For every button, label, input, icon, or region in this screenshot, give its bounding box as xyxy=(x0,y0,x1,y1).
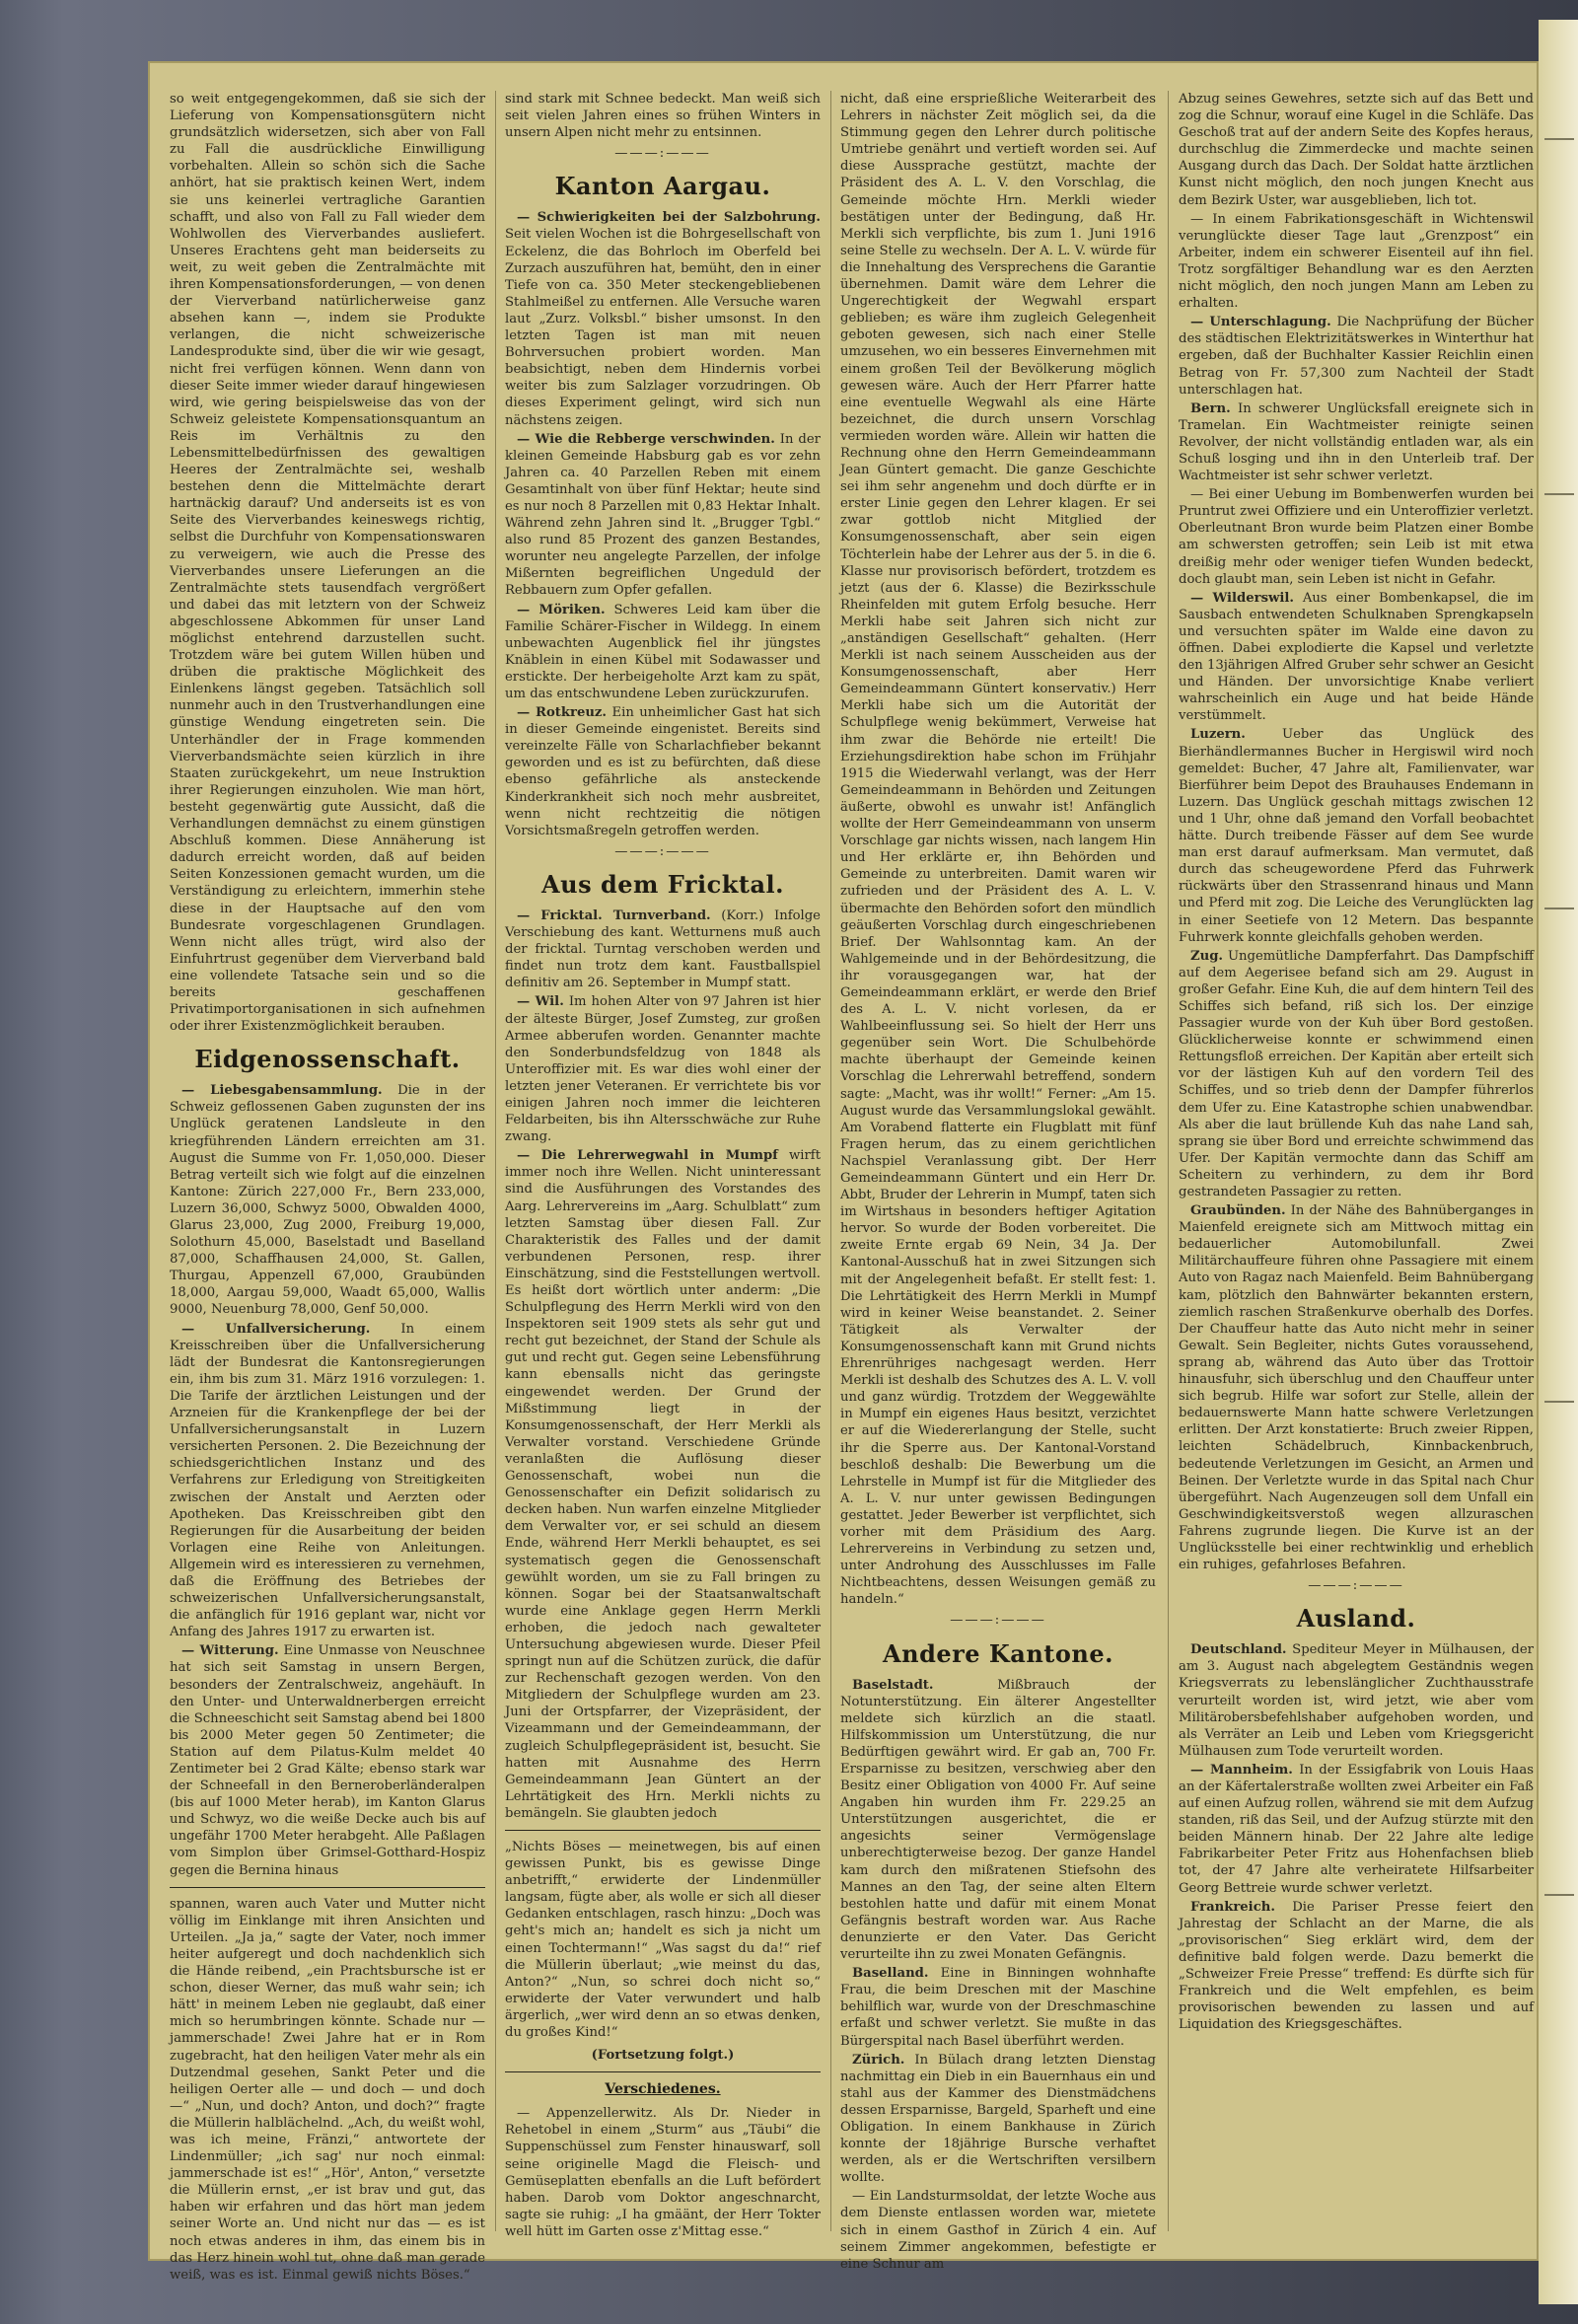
article-text: Im hohen Alter von 97 Jahren ist hier der älteste Bürger, Josef Zumsteg, zur großen Armee abberufen worden. Genannter machte den Sonderbundsfeldzug von 1848 als Unteroffizier mit. Es war dies wohl einer der letzten jener Veteranen. Er verrichtete bis vor einigen Jahren noch immer die leichteren Feldarbeiten, bis ihn Altersschwäche zur Ruhe zwang. xyxy=(505,994,821,1145)
article-paragraph xyxy=(505,431,821,600)
article-lead: — Liebesgabensammlung. xyxy=(181,1083,383,1099)
article-paragraph xyxy=(1179,1641,1534,1760)
article-lead: — Unterschlagung. xyxy=(1190,315,1331,330)
article-text: (Korr.) Infolge Verschiebung des kant. Wetturnens muß auch der fricktal. Turntag verschoben werden und findet nun trotz dem kant. Faustballspiel definitiv am 26. September in Mumpf statt. xyxy=(505,908,821,991)
article-paragraph xyxy=(1179,726,1534,945)
divider xyxy=(505,2071,821,2072)
article-lead: Deutschland. xyxy=(1190,1642,1287,1658)
article-paragraph xyxy=(840,1965,1156,2049)
article-text: Die in der Schweiz geflossenen Gaben zugunsten der ins Unglück geratenen Landsleute in den kriegführenden Ländern erreichten am 31. August die Summe von Fr. 1,050,000. Dieser Betrag verteilt sich wie folgt auf die einzelnen Kantone: Zürich 227,000 Fr., Bern 233,000, Luzern 36,000, Schwyz 5000, Obwalden 4000, Glarus 23,000, Zug 2000, Freiburg 19,000, Solothurn 45,000, Baselstadt und Baselland 87,000, Schaffhausen 24,000, St. Gallen, Thurgau, Appenzell 67,000, Graubünden 18,000, Aargau 59,000, Waadt 65,000, Wallis 9000, Neuenburg 78,000, Genf 50,000. xyxy=(170,1083,485,1318)
article-paragraph xyxy=(1179,1762,1534,1897)
article-text: In Bülach drang letzten Dienstag nachmittag ein Dieb in ein Bauernhaus ein und stahl aus der Kammer des Dienstmädchens dessen Ersparnisse, Bargeld, Sparheft und eine Obligation. In einem Bankhause in Zürich konnte der 18jährige Bursche verhaftet werden, als er die Wertschriften versilbern wollte. xyxy=(840,2052,1156,2186)
article-text: In der kleinen Gemeinde Habsburg gab es vor zehn Jahren ca. 40 Parzellen Reben mit einem Gesamtinhalt von über fünf Hektar; heute sind es nur noch 8 Parzellen mit 0,83 Hektar Inhalt. Während zehn Jahren sind lt. „Brugger Tgbl.“ also rund 85 Prozent des ganzen Bestandes, worunter neu angelegte Parzellen, der infolge Mißernten begreiflichen Ungeduld der Rebbauern zum Opfer gefallen. xyxy=(505,431,821,599)
article-text: Die Pariser Presse feiert den Jahrestag der Schlacht an der Marne, die als „provisorischen“ Sieg erklärt wird, dem der definitive bald folgen werde. Dazu bemerkt die „Schweizer Freie Presse“ treffend: Es dürfte sich für Frankreich und die Welt empfehlen, es beim provisorischen bewenden zu lassen und auf Liquidation des Kriegsgeschäftes. xyxy=(1179,1899,1534,2033)
article-paragraph: sind stark mit Schnee bedeckt. Man weiß sich seit vielen Jahren eines so frühen Winters in unsern Alpen nicht mehr zu entsinnen. xyxy=(505,92,821,141)
article-paragraph xyxy=(840,1677,1156,1964)
article-paragraph xyxy=(170,1321,485,1641)
divider xyxy=(170,1887,485,1888)
article-lead: — Wilderswil. xyxy=(1190,590,1294,606)
adjacent-text-line xyxy=(1544,493,1574,495)
article-paragraph: — In einem Fabrikationsgeschäft in Wichtenswil verunglückte dieser Tage laut „Grenzpost“ ein Arbeiter, indem ein schwerer Eisenteil auf ihn fiel. Trotz sorgfältiger Behandlung war es den Aerzten nicht möglich, den noch jungen Mann am Leben zu erhalten. xyxy=(1179,211,1534,312)
article-text: Aus einer Bombenkapsel, die im Sausbach entwendeten Schulknaben Sprengkapseln und versuchten später im Walde eine davon zu öffnen. Dabei explodierte die Kapsel und verletzte den 13jährigen Alfred Gruber sehr schwer an Gesicht und Händen. Der unvorsichtige Knabe verliert wahrscheinlich ein Auge und hat beide Hände verstümmelt. xyxy=(1179,590,1534,724)
adjacent-text-line xyxy=(1544,138,1574,140)
article-lead: Bern. xyxy=(1190,400,1231,416)
article-text: Ueber das Unglück des Bierhändlermannes Bucher in Hergiswil wird noch gemeldet: Bucher, 47 Jahre alt, Familienvater, war Bierführer beim Depot des Brauhauses Endemann in Luzern. Das Unglück geschah mittags zwischen 12 und 1 Uhr, ohne daß jemand den Vorfall beobachtet hätte. Durch treibende Fässer auf dem See wurde man erst darauf aufmerksam. Man vermutet, daß durch das scheugewordene Pferd das Fuhrwerk rückwärts über den Strassenrand hinaus und Mann und Pferd mit zog. Die Leiche des Verunglückten lag in einer Seetiefe von 12 Metern. Das bespannte Fuhrwerk konnte gleichfalls gehoben werden. xyxy=(1179,727,1534,945)
article-paragraph xyxy=(505,908,821,991)
article-lead: Zürich. xyxy=(852,2052,905,2068)
column-rule xyxy=(495,91,496,2231)
article-text: Mißbrauch der Notunterstützung. Ein älterer Angestellter meldete sich kürzlich an die staatl. Hilfskommission um Unterstützung, die nur Bedürftigen gewährt wird. Er gab an, 700 Fr. Ersparnisse zu besitzen, verschwieg aber den Besitz einer Obligation von 4000 Fr. Auf seine Angaben hin wurden ihm Fr. 229.25 an Unterstützungen ausgerichtet, die er angesichts seiner Vermögenslage unberechtigterweise bezog. Der ganze Handel kam durch den mißratenen Stiefsohn des Mannes an den Tag, der seine alten Eltern bestohlen hatte und dafür mit einem Monat Gefängnis bestraft worden war. Aus Rache denunzierte er den Vater. Das Gericht verurteilte ihn zu zwei Monaten Gefängnis. xyxy=(840,1677,1156,1963)
article-text: Ungemütliche Dampferfahrt. Das Dampfschiff auf dem Aegerisee befand sich am 29. August in großer Gefahr. Eine Kuh, die auf dem hintern Teil des Schiffes sich befand, riß sich los. Der einzige Passagier wurde von der Kuh über Bord gestoßen. Glücklicherweise konnte er schwimmend einen Rettungsfloß erreichen. Der Kapitän aber erteilt sich vor der lästigen Kuh auf den vordern Teil des Schiffes, und so trieb denn der Dampfer führerlos dem Ufer zu. Eine Katastrophe schien unabwendbar. Als aber die laut brüllende Kuh das nahe Land sah, sprang sie über Bord und erreichte schwimmend das Ufer. Der Kapitän vermochte dann das Schiff am Scheitern zu verhindern, zu dem ihr Bord gestrandeten Passagier zu retten. xyxy=(1179,948,1534,1199)
article-text: In der Nähe des Bahnüberganges in Maienfeld ereignete sich am Mittwoch mittag ein bedauerlicher Automobilunfall. Zwei Militärchauffeure führen ohne Passagiere mit einem Auto von Ragaz nach Maienfeld. Beim Bahnübergang kam, plötzlich den Bahnwärter bekannten erstern, ziemlich raschen Straßenkurve oberhalb des Dorfes. Der Chauffeur hatte das Auto nicht mehr in seiner Gewalt. Sein Begleiter, nichts Gutes voraussehend, sprang ab, während das Auto über das Trottoir hinausfuhr, sich überschlug und den Chauffeur unter sich begrub. Hilfe war sofort zur Stelle, allein der bedauernswerte Mann hatte schwere Verletzungen erlitten. Der Arzt konstatierte: Bruch zweier Rippen, leichten Schädelbruch, Kinnbackenbruch, bedeutende Verletzungen im Gesicht, an Armen und Beinen. Der Verletzte wurde in das Spital nach Chur übergeführt. Nach Augenzeugen soll dem Unfall ein Geschwindigkeitsverstoß wegen allzuraschen Fahrens zugrunde liegen. Die Kurve ist an der Unglücksstelle bei einer rechtwinklig und erheblich ein ruhiges, gefahrloses Befahren. xyxy=(1179,1203,1535,1573)
article-paragraph xyxy=(840,2052,1156,2187)
column-rule xyxy=(830,91,831,2231)
article-text: Schweres Leid kam über die Familie Schärer-Fischer in Wildegg. In einem unbewachten Augenblick fiel ihr jüngstes Knäblein in einen Kübel mit Sodawasser und erstickte. Der herbeigeholte Arzt kam zu spät, um das entschwundene Leben zurückzurufen. xyxy=(505,602,821,701)
section-heading-verschiedenes: Verschiedenes. xyxy=(605,2081,721,2098)
article-lead: Graubünden. xyxy=(1190,1203,1286,1219)
article-paragraph xyxy=(505,1147,821,1822)
article-lead: Luzern. xyxy=(1190,727,1246,743)
article-paragraph xyxy=(1179,314,1534,398)
article-text: wirft immer noch ihre Wellen. Nicht uninteressant sind die Ausführungen des Vorstandes des Aarg. Lehrervereins im „Aarg. Schulblatt“ zum letzten Samstag über diesen Fall. Zur Charakteristik des Falles und der damit verbundenen Personen, resp. ihrer Einschätzung, sind die Feststellungen wertvoll. Es heißt dort wörtlich unter anderm: „Die Schulpflegung des Herrn Merkli wird von den Inspektoren seit 1909 stets als sehr gut und recht gut bezeichnet, der Stand der Schule als gut und recht gut. Gegen seine Lebensführung kann ebensalls nicht das geringste eingewendet werden. Der Grund der Mißstimmung liegt in der Konsumgenossenschaft, der Herr Merkli als Verwalter vorstand. Verschiedene Gründe veranlaßten die Auflösung dieser Genossenschaft, wobei nun die Genossenschafter ein Defizit solidarisch zu decken haben. Nun warfen einzelne Mitglieder dem Verwalter vor, er sei schuld an diesem Ende, während Herr Merkli behauptet, es sei systematisch gegen die Genossenschaft gewühlt worden, um sie zu Fall bringen zu können. Sogar bei der Staatsanwaltschaft wurde eine Anklage gegen Herrn Merkli erhoben, die jedoch nach gewalteter Untersuchung abgewiesen wurde. Dieser Pfeil springt nun auf die Schützen zurück, die dafür zur Rechenschaft gezogen werden. Von den Mitgliedern der Schulpflege wurden am 23. Juni der Ortspfarrer, der Vizepräsident, der Vizeammann und der Gemeindeammann, der zugleich Schulpflegepräsident ist, besucht. Sie hatten mit Ausnahme des Herrn Gemeindeammann Jean Güntert an der Lehrtätigkeit des Hrn. Merkli nichts zu bemängeln. Sie glaubten jedoch xyxy=(505,1148,821,1821)
column-rule xyxy=(1168,91,1169,2231)
article-text: Eine Unmasse von Neuschnee hat sich seit Samstag in unsern Bergen, besonders der Zentralschweiz, angehäuft. In den Unter- und Unterwaldnerbergen erreicht die Schneeschicht seit Samstag abend bei 1800 bis 2000 Meter gegen 50 Zentimeter; die Station auf dem Pilatus-Kulm meldet 40 Zentimeter bei 2 Grad Kälte; ebenso stark war der Schneefall in den Berneroberländeralpen (bis auf 1000 Meter herab), im Kanton Glarus und Schwyz, wo die weiße Decke auch bis auf ungefähr 1700 Meter herabgeht. Alle Paßlagen vom Simplon über Grimsel-Gotthard-Hospiz gegen die Bernina hinaus xyxy=(170,1643,485,1878)
article-paragraph xyxy=(1179,1899,1534,2034)
article-lead: Frankreich. xyxy=(1190,1899,1275,1915)
article-paragraph: — Appenzellerwitz. Als Dr. Nieder in Rehetobel in einem „Sturm“ aus „Täubi“ die Suppenschüssel zum Fenster hinauswarf, soll seine originelle Magd die Fleisch- und Gemüseplatten ebenfalls an die Luft befördert haben. Darob vom Doktor angeschnarcht, sagte sie ruhig: „I ha gmäänt, der Herr Tokter well hütt im Garten osse z'Mittag esse.“ xyxy=(505,2106,821,2239)
article-paragraph xyxy=(170,1642,485,1878)
article-paragraph: Abzug seines Gewehres, setzte sich auf das Bett und zog die Schnur, worauf eine Kugel in die Schläfe. Das Geschoß trat auf der andern Seite des Kopfes heraus, durchschlug die Zimmerdecke und machte seinen Ausgang durch das Dach. Der Soldat hatte ärztlichen Kunst nicht möglich, den noch jungen Knecht aus dem Bezirk Uster, war ausgeblieben, lich tot. xyxy=(1179,92,1534,208)
article-paragraph xyxy=(505,209,821,428)
article-lead: — Rotkreuz. xyxy=(517,705,608,721)
serial-story-text: spannen, waren auch Vater und Mutter nicht völlig im Einklange mit ihren Ansichten und Urteilen. „Ja ja,“ sagte der Vater, noch immer heiter aufgeregt und doch nachdenklich sich die Hände reibend, „ein Prachtsbursche ist er schon, dieser Werner, das muß wahr sein; ich hätt' in meinem Leben nie geglaubt, daß einer mich so herumbringen könnte. Schade nur — jammerschade! Zwei Jahre hat er in Rom zugebracht, hat den heiligen Vater mehr als ein Dutzendmal gesehen, Sankt Peter und die heiligen Oerter alle — und doch — und doch —“ „Nun, und doch? Anton, und doch?“ fragte die Müllerin halblächelnd. „Ach, du weißt wohl, was ich meine, Fränzi,“ antwortete der Lindenmüller; „ich sag' nur noch einmal: jammerschade ist es!“ „Hör', Anton,“ versetzte die Müllerin ernst, „er ist brav und gut, das haben wir erfahren und das hört man jedem seiner Worte an. Und nicht nur das — es ist noch etwas anderes in ihm, das einem bis in das Herz hinein wohl tut, ohne daß man gerade weiß, was es ist. Einmal gewiß nichts Böses.“ xyxy=(170,1896,485,2283)
separator: ———:——— xyxy=(614,843,711,859)
section-heading-fricktal: Aus dem Fricktal. xyxy=(541,869,784,899)
article-paragraph xyxy=(505,704,821,839)
article-text: Ein unheimlicher Gast hat sich in dieser Gemeinde eingenistet. Bereits sind vereinzelte Fälle von Scharlachfieber bekannt geworden und es ist zu befürchten, daß diese ebenso gefährliche als ansteckende Kinderkrankheit sich noch mehr ausbreitet, wenn nicht rechtzeitig die nötigen Vorsichtsmaßregeln getroffen werden. xyxy=(505,705,821,838)
article-lead: — Die Lehrerwegwahl in Mumpf xyxy=(517,1148,778,1164)
separator: ———:——— xyxy=(950,1613,1046,1629)
article-paragraph xyxy=(1179,948,1534,1200)
section-heading-eidgenossenschaft: Eidgenossenschaft. xyxy=(194,1045,461,1074)
article-paragraph xyxy=(505,602,821,703)
article-lead: Baselstadt. xyxy=(852,1677,934,1693)
article-paragraph xyxy=(505,993,821,1145)
adjacent-text-line xyxy=(1544,1894,1574,1896)
column-1 xyxy=(170,91,485,2283)
section-heading-ausland: Ausland. xyxy=(1296,1604,1416,1634)
adjacent-text-line xyxy=(1544,908,1574,909)
article-lead: Zug. xyxy=(1190,948,1224,964)
divider xyxy=(505,1830,821,1831)
article-lead: — Wie die Rebberge verschwinden. xyxy=(517,431,775,447)
separator: ———:——— xyxy=(1308,1578,1404,1594)
article-paragraph xyxy=(1179,590,1534,725)
article-lead: — Fricktal. Turnverband. xyxy=(517,908,711,923)
article-paragraph: nicht, daß eine ersprießliche Weiterarbeit des Lehrers in nächster Zeit möglich sei, da die Stimmung gegen den Lehrer durch politische Umtriebe genährt und vertieft worden sei. Auf diese Aussprache gestützt, machte der Präsident des A. L. V. den Vorschlag, die Gemeinde möchte Hrn. Merkli wieder bestätigen unter der Bedingung, daß Hr. Merkli sich verpflichte, bis zum 1. Juni 1916 seine Stelle zu wechseln. Der A. L. V. würde für die Innehaltung des Versprechens die Garantie übernehmen. Damit wäre dem Lehrer die Ungerechtigkeit der Wegwahl erspart geblieben; es wäre ihm zugleich Gelegenheit geboten gewesen, sich nach einer Stelle umzusehen, wo ein besseres Einvernehmen mit einem großen Teil der Bevölkerung möglich gewesen wäre. Auch der Herr Pfarrer hatte eine eventuelle Wegwahl als eine Härte bezeichnet, die durch unsern Vorschlag vermieden worden wäre. Allein wir hatten die Rechnung ohne den Herrn Gemeindeammann Jean Güntert gemacht. Die ganze Geschichte sei ihm sehr angenehm und doch dürfte er in erster Linie gegen den Lehrer klagen. Er sei zwar gottlob nicht Mitglied der Konsumgenossenschaft, aber sein eigen Töchterlein habe der Lehrer aus der 5. in die 6. Klasse nur provisorisch befördert, trotzdem es jetzt (aus der 6. Klasse) die Bezirksschule Rheinfelden mit gutem Erfolg besuche. Herr Merkli habe seit Jahren sich nicht zur „anständigen Gesellschaft“ gehalten. (Herr Merkli ist nach seinem Ausscheiden aus der Konsumgenossenschaft, aber Herr Gemeindeammann Güntert konservativ.) Herr Merkli habe sich um die Autorität der Schulpflege wenig bekümmert, Verweise hat ihm zwar die Behörde nie erteilt! Die Erziehungsdirektion habe schon im Frühjahr 1915 die Wiederwahl verlangt, was der Herr Gemeindeammann in Behörden und Zeitungen äußerte, obwohl es unwahr ist! Anfänglich wollte der Herr Gemeindeammann von unserm Vorschlage gar nichts wissen, nach langem Hin und Her erklärte er, ihn Behörden und Gemeinde zu unterbreiten. Damit waren wir zufrieden und der Präsident des A. L. V. übermachte den Behörden sofort den mündlich geäußerten Vorschlag durch eingeschriebenen Brief. Der Wahlsonntag kam. An der Wahlgemeinde und in der Behördesitzung, die ihr vorausgegangen war, hat der Gemeindeammann erklärt, er werde den Brief des A. L. V. nicht vorlesen, da er Wahlbeeinflussung sei. So hielt der Herr uns gegenüber sein Wort. Die Schulbehörde machte überhaupt der Gemeinde keinen Vorschlag die Lehrerwahl betreffend, sondern sagte: „Macht, was ihr wollt!“ Ferner: „Am 15. August wurde das Versammlungslokal gewählt. Am Vorabend flatterte ein Flugblatt mit fünf Fragen herum, das zu einem gerichtlichen Nachspiel Veranlassung gibt. Der Herr Gemeindeammann Güntert und ein Herr Dr. Abbt, Bruder der Lehrerin in Mumpf, taten sich im Wirtshaus in besonders heftiger Agitation hervor. So wurde der Boden vorbereitet. Die zweite Ernte ergab 69 Nein, 34 Ja. Der Kantonal-Ausschuß hat in zwei Sitzungen sich mit der Angelegenheit befaßt. Er stellt fest: 1. Die Lehrtätigkeit des Herrn Merkli in Mumpf wird in keiner Weise beanstandet. 2. Seiner Tätigkeit als Verwalter der Konsumgenossenschaft kann mit Grund nichts Ehrenrühriges nachgesagt werden. Herr Merkli ist deshalb des Schutzes des A. L. V. voll und ganz würdig. Trotzdem der Weggewählte in Mumpf ein eigenes Haus besitzt, verzichtet er auf die Wiedererlangung der Stelle, sucht ihr die Sperre aus. Der Kantonal-Vorstand beschloß deshalb: Die Bewerbung um die Lehrstelle in Mumpf ist für die Mitglieder des A. L. V. nur unter gewissen Bedingungen gestattet. Jeder Bewerber ist verpflichtet, sich vorher mit dem Präsidium des Aarg. Lehrervereins in Verbindung zu setzen und, unter Androhung des Ausschlusses im Falle Nichtbeachtens, dessen Weisungen gemäß zu handeln.“ xyxy=(840,92,1156,1608)
article-text: Die Nachprüfung der Bücher des städtischen Elektrizitätswerkes in Winterthur hat ergeben, daß der Buchhalter Kassier Reichlin einen Betrag von Fr. 57,300 zum Nachteil der Stadt unterschlagen hat. xyxy=(1179,315,1534,398)
article-lead: Baselland. xyxy=(852,1966,929,1982)
adjacent-text-line xyxy=(1544,1401,1574,1403)
article-lead: — Unfallversicherung. xyxy=(181,1321,371,1337)
article-lead: — Witterung. xyxy=(181,1643,279,1659)
serial-story-text: „Nichts Böses — meinetwegen, bis auf einen gewissen Punkt, bis es gewisse Dinge anbetrifft,“ erwiderte der Lindenmüller langsam, fügte aber, als wolle er sich all dieser Gedanken entschlagen, rasch hinzu: „Doch was geht's mich an; handelt es sich ja nicht um einen Tochtermann!“ „Was sagst du da!“ rief die Müllerin überlaut; „wie meinst du das, Anton?“ „Nun, so schrei doch nicht so,“ erwiderte der Vater verwundert und halb ärgerlich, „wer wird denn an so etwas denken, du großes Kind!“ xyxy=(505,1840,821,2041)
article-paragraph: — Ein Landsturmsoldat, der letzte Woche aus dem Dienste entlassen worden war, mietete sich in einem Gasthof in Zürich 4 ein. Auf seinem Zimmer angekommen, befestigte er eine Schnur am xyxy=(840,2189,1156,2272)
newspaper-page xyxy=(148,61,1539,2283)
article-lead: — Wil. xyxy=(517,994,564,1010)
article-paragraph xyxy=(1179,400,1534,484)
article-text: In der Essigfabrik von Louis Haas an der Käfertalerstraße wollten zwei Arbeiter ein Faß auf einen Aufzug rollen, während sie mit dem Aufzug standen, riß das Seil, und der Aufzug stürzte mit den beiden Männern hinab. Der 22 Jahre alte ledige Fabrikarbeiter Peter Fritz aus Hohenfachsen blieb tot, der 47 Jahre alte verheiratete Hilfsarbeiter Georg Bettreie wurde schwer verletzt. xyxy=(1179,1762,1534,1896)
article-lead: — Mannheim. xyxy=(1190,1762,1293,1778)
section-heading-andere-kantone: Andere Kantone. xyxy=(883,1638,1113,1668)
article-text: Seit vielen Wochen ist die Bohrgesellschaft von Eckelenz, die das Bohrloch im Oberfeld bei Zurzach auszuführen hat, bemüht, den in einer Tiefe von ca. 350 Meter steckengebliebenen Stahlmeißel zu entfernen. Alle Versuche waren laut „Zurz. Volksbl.“ bisher umsonst. In den letzten Tagen ist man mit neuen Bohrversuchen probiert worden. Man beabsichtigt, neben dem Hindernis vorbei weiter bis zum Salzlager vorzudringen. Ob dieses Experiment gelingt, wird sich nun nächstens zeigen. xyxy=(505,227,821,428)
column-2 xyxy=(505,91,821,2239)
section-heading-kanton-aargau: Kanton Aargau. xyxy=(554,172,771,201)
article-paragraph xyxy=(1179,1202,1534,1573)
separator: ———:——— xyxy=(614,146,711,162)
article-text: In schwerer Unglücksfall ereignete sich in Tramelan. Ein Wachtmeister reinigte seinen Revolver, der nicht vollständig entladen war, als ein Schuß losging und ihn in den Unterleib traf. Der Wachtmeister ist sehr schwer verletzt. xyxy=(1179,400,1534,484)
article-lead: — Schwierigkeiten bei der Salzbohrung. xyxy=(517,210,821,226)
article-text: Spediteur Meyer in Mülhausen, der am 3. August nach abgelegtem Geständnis wegen Kriegsverrats zu lebenslänglicher Zuchthausstrafe verurteilt worden ist, wird jetzt, wie aber vom Militärobersbefehlshaber aufgehoben worden, und als Verräter an Leib und Leben vom Kriegsgericht Mülhausen zum Tode verurteilt worden. xyxy=(1179,1642,1534,1759)
continuation-note: (Fortsetzung folgt.) xyxy=(591,2048,735,2064)
article-text: In einem Kreisschreiben über die Unfallversicherung lädt der Bundesrat die Kantonsregierungen ein, ihm bis zum 31. März 1916 vorzulegen: 1. Die Tarife der ärztlichen Leistungen und der Arzneien für die Krankenpflege der bei der Unfallversicherungsanstalt in Luzern versicherten Personen. 2. Die Bezeichnung der schiedsgerichtlichen Instanz und des Verfahrens zur Erledigung von Streitigkeiten zwischen der Anstalt und Aerzten oder Apotheken. Das Kreisschreiben gibt den Regierungen für die Ausarbeitung der beiden Vorlagen eine Reihe von Anleitungen. Allgemein wird es interessieren zu vernehmen, daß die Eröffnung des Betriebes der schweizerischen Unfallversicherungsanstalt, die anfänglich für 1916 geplant war, nicht vor Anfang des Jahres 1917 zu erwarten ist. xyxy=(170,1321,485,1640)
article-text: Eine in Binningen wohnhafte Frau, die beim Dreschen mit der Maschine behilflich war, wurde von der Dreschmaschine erfaßt und schwer verletzt. Sie mußte in das Bürgerspital nach Basel überführt werden. xyxy=(840,1966,1156,2049)
article-paragraph xyxy=(170,1082,485,1318)
adjacent-page-edge xyxy=(1539,20,1578,2304)
article-paragraph: so weit entgegengekommen, daß sie sich der Lieferung von Kompensationsgütern nicht grundsätzlich widersetzen, sich aber von Fall zu Fall die ausdrückliche Einwilligung vorbehalten. Allein so schön sich die Sache anhört, hat sie praktisch keinen Wert, indem sie uns keinerlei vertragliche Garantien schafft, und also von Fall zu Fall wieder dem Wohlwollen des Vierverbandes ausliefert. Unseres Erachtens geht man beiderseits zu weit, zu weit geben die Zentralmächte mit ihren Kompensationsforderungen, — von denen der Vierverband natürlicherweise ganz absehen kann —, indem sie Produkte verlangen, die nicht schweizerische Landesprodukte sind, über die wir wie gesagt, nicht frei verfügen können. Wenn dann von dieser Seite immer wieder darauf hingewiesen wird, wie gering beispielsweise das von der Schweiz geleistete Kompensationsquantum an Reis im Verhältnis zu den Lebensmittelbedürfnissen des gewaltigen Heeres der Zentralmächte sei, weshalb bestehen denn die Mittelmächte derart hartnäckig darauf? Und anderseits ist es von Seite des Vierverbandes keineswegs richtig, selbst die Durchfuhr von Kompensationswaren zu verweigern, wie auch die Presse des Vierverbandes unsere Lieferungen an die Zentralmächte stets tausendfach vergrößert und dabei das mit letztern von der Schweiz abgeschlossene Abkommen für unser Land möglichst entehrend darzustellen sucht. Trotzdem wäre bei gutem Willen hüben und drüben die praktische Möglichkeit des Einlenkens längst gegeben. Tatsächlich soll nunmehr auch in den Trustverhandlungen eine günstige Wendung eingetreten sein. Die Unterhändler der in Frage kommenden Vierverbandsmächte seien kürzlich in ihre Staaten zurückgekehrt, um neue Instruktion ihrer Regierungen einzuholen. Wie man hört, besteht gegenwärtig gute Aussicht, daß die Verhandlungen demnächst zu einem günstigen Abschluß kommen. Diese Annäherung ist dadurch erreicht worden, daß auf beiden Seiten Konzessionen gemacht wurden, um die Verständigung zu erleichtern, immerhin stehe diese in der Hauptsache auf den vom Bundesrate vorgeschlagenen Grundlagen. Wenn nicht alles trügt, wird also der Einfuhrtrust gegenüber dem Vierverband bald eine vollendete Tatsache sein und so die bereits geschaffenen Privatimportorganisationen in sich aufnehmen oder ihrer Existenzmöglichkeit berauben. xyxy=(170,92,485,1035)
article-paragraph: — Bei einer Uebung im Bombenwerfen wurden bei Pruntrut zwei Offiziere und ein Unteroffizier verletzt. Oberleutnant Bron wurde beim Platzen einer Bombe am schwersten getroffen; sein Leib ist mit etwa dreißig mehr oder weniger tiefen Wunden bedeckt, doch glaubt man, sein Leben ist nicht in Gefahr. xyxy=(1179,487,1534,587)
article-lead: — Möriken. xyxy=(517,602,606,617)
column-3 xyxy=(840,91,1156,2272)
column-4 xyxy=(1179,91,1534,2221)
